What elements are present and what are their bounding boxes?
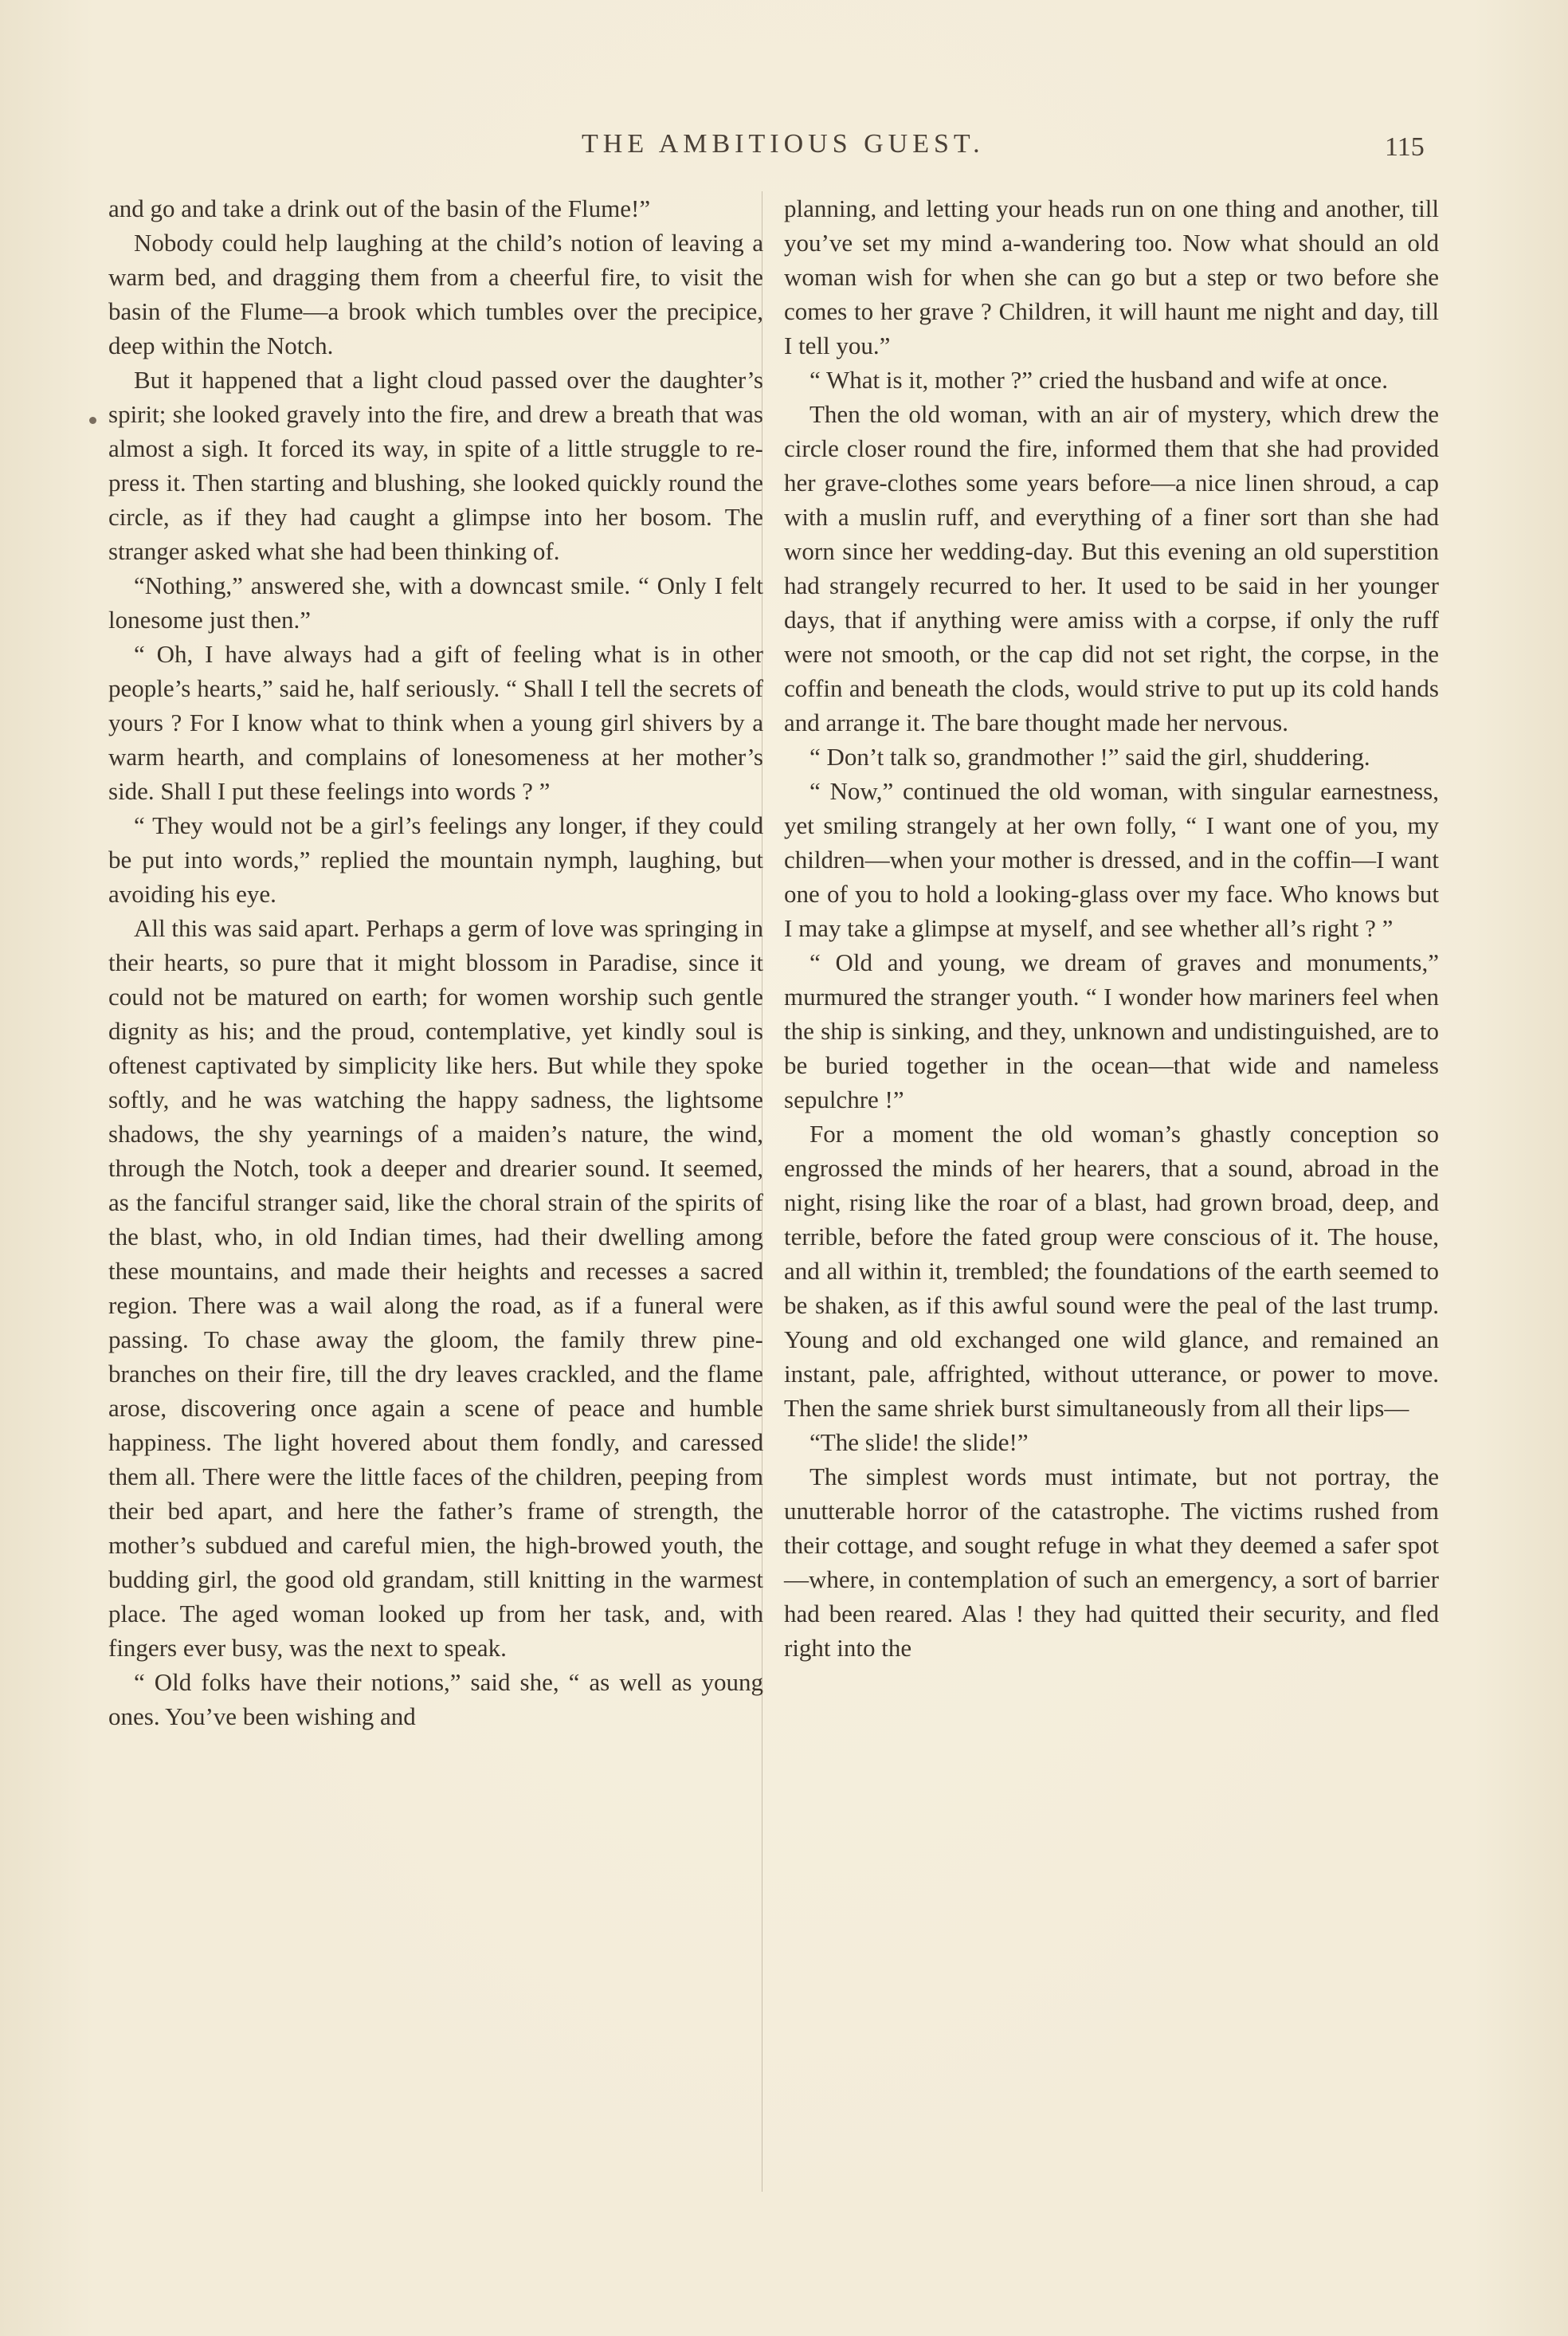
paragraph: Then the old woman, with an air of mystery, which drew the circle closer round the fire, informed them that she had provided her grave-clothes some years before—a nice linen shroud, a cap with a muslin ruff, and everything of a finer sort than she had worn since her wedding-day. But this evening an old superstition had strangely recurred to her. It used to be said in her younger days, that if anything were amiss with a corpse, if only the ruff were not smooth, or the cap did not set right, the corpse, in the coffin and beneath the clods, would strive to put up its cold hands and arrange it. The bare thought made her nervous. (784, 400, 1439, 736)
paragraph: But it happened that a light cloud passed over the daughter’s spirit; she looked gravely into the fire, and drew a breath that was almost a sigh. It forced its way, in spite of a little struggle to repress it. Then starting and blushing, she looked quickly round the circle, as if they had caught a glimpse into her bosom. The stranger asked what she had been thinking of. (108, 366, 763, 565)
paragraph: “ Old and young, we dream of graves and monuments,” murmured the stranger youth. “ I wonder how mariners feel when the ship is sinking, and they, unknown and undistinguished, are to be buried together in the ocean—that wide and nameless sepulchre !” (784, 948, 1439, 1113)
paragraph: All this was said apart. Perhaps a germ of love was springing in their hearts, so pure that it might blossom in Paradise, since it could not be matured on earth; for women worship such gentle dignity as his; and the proud, contemplative, yet kindly soul is oftenest captivated by simplicity like hers. But while they spoke softly, and he was watching the happy sadness, the lightsome shadows, the shy yearnings of a maiden’s nature, the wind, through the Notch, took a deeper and drearier sound. It seemed, as the fanciful stranger said, like the choral strain of the spirits of the blast, who, in old Indian times, had their dwelling among these mountains, and made their heights and recesses a sacred region. There was a wail along the road, as if a funeral were passing. To chase away the gloom, the family threw pine-branches on their fire, till the dry leaves crackled, and the flame arose, discovering once again a scene of peace and humble happiness. The light hovered about them fondly, and caressed them all. There were the little faces of the children, peeping from their bed apart, and here the father’s frame of strength, the mother’s subdued and careful mien, the high-browed youth, the budding girl, the good old grandam, still knitting in the warmest place. The aged woman looked up from her task, and, with fingers ever busy, was the next to speak. (108, 914, 763, 1662)
ink-spot (89, 417, 96, 424)
paragraph: “ They would not be a girl’s feelings any longer, if they could be put into words,” replied the mountain nymph, laughing, but avoiding his eye. (108, 811, 763, 908)
page-number: 115 (1385, 132, 1425, 162)
running-title: THE AMBITIOUS GUEST. (582, 129, 985, 159)
paragraph: “Nothing,” answered she, with a downcast smile. “ Only I felt lonesome just then.” (108, 571, 763, 634)
paragraph: planning, and letting your heads run on one thing and another, till you’ve set my mind a-wandering too. Now what should an old woman wish for when she can go but a step or two before she comes to her grave ? Children, it will haunt me night and day, till I tell you.” (784, 194, 1439, 359)
paragraph: The simplest words must intimate, but not portray, the unutterable horror of the catastrophe. The victims rushed from their cottage, and sought refuge in what they deemed a safer spot—where, in contemplation of such an emergency, a sort of barrier had been reared. Alas ! they had quitted their security, and fled right into the (784, 1462, 1439, 1662)
page-header (0, 129, 1568, 167)
paragraph: “ Old folks have their notions,” said she, “ as well as young ones. You’ve been wishing and (108, 1668, 763, 1730)
left-column (108, 191, 763, 1733)
paragraph: Nobody could help laughing at the child’s notion of leaving a warm bed, and dragging them from a cheerful fire, to visit the basin of the Flume—a brook which tumbles over the precipice, deep within the Notch. (108, 229, 763, 359)
paragraph: and go and take a drink out of the basin of the Flume!” (108, 194, 651, 222)
paragraph: “ What is it, mother ?” cried the husband and wife at once. (809, 366, 1388, 394)
right-column (784, 191, 1439, 1665)
paragraph: For a moment the old woman’s ghastly conception so engrossed the minds of her hearers, that a sound, abroad in the night, rising like the roar of a blast, had grown broad, deep, and terrible, before the fated group were conscious of it. The house, and all within it, trembled; the foundations of the earth seemed to be shaken, as if this awful sound were the peal of the last trump. Young and old exchanged one wild glance, and remained an instant, pale, affrighted, without utterance, or power to move. Then the same shriek burst simultaneously from all their lips— (784, 1120, 1439, 1422)
paragraph: “ Oh, I have always had a gift of feeling what is in other people’s hearts,” said he, half seriously. “ Shall I tell the secrets of yours ? For I know what to think when a young girl shivers by a warm hearth, and complains of lonesomeness at her mother’s side. Shall I put these feelings into words ? ” (108, 640, 763, 805)
paragraph: “ Now,” continued the old woman, with singular earnestness, yet smiling strangely at her own folly, “ I want one of you, my children—when your mother is dressed, and in the coffin—I want one of you to hold a looking-glass over my face. Who knows but I may take a glimpse at myself, and see whether all’s right ? ” (784, 777, 1439, 942)
paragraph: “The slide! the slide!” (809, 1428, 1029, 1456)
paragraph: “ Don’t talk so, grandmother !” said the girl, shuddering. (809, 743, 1370, 771)
